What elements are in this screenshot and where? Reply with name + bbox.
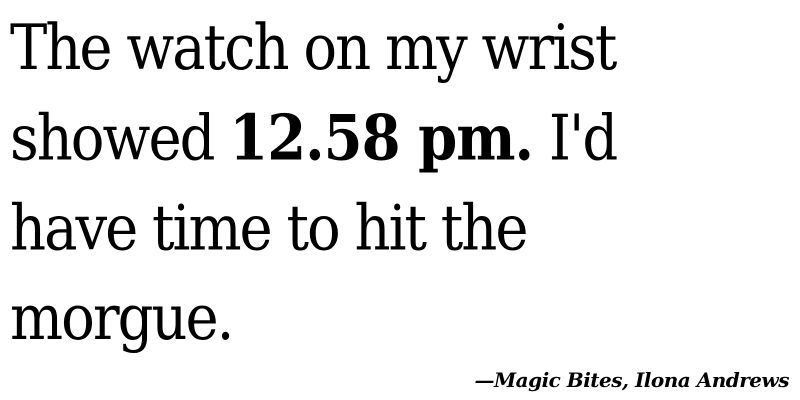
quote-line-3: have time to hit the (10, 192, 527, 265)
quote-line-4: morgue. (10, 281, 233, 355)
quote-emphasis-time: 12.58 pm. (229, 101, 534, 176)
quote-line-2 (10, 94, 790, 185)
quote-text (10, 4, 790, 364)
quote-line-2-suffix: I'd (533, 102, 617, 176)
quote-attribution: —Magic Bites, Ilona Andrews (474, 368, 789, 392)
quote-line-2-prefix: showed (10, 102, 230, 176)
quote-line-1: The watch on my wrist (10, 11, 616, 85)
